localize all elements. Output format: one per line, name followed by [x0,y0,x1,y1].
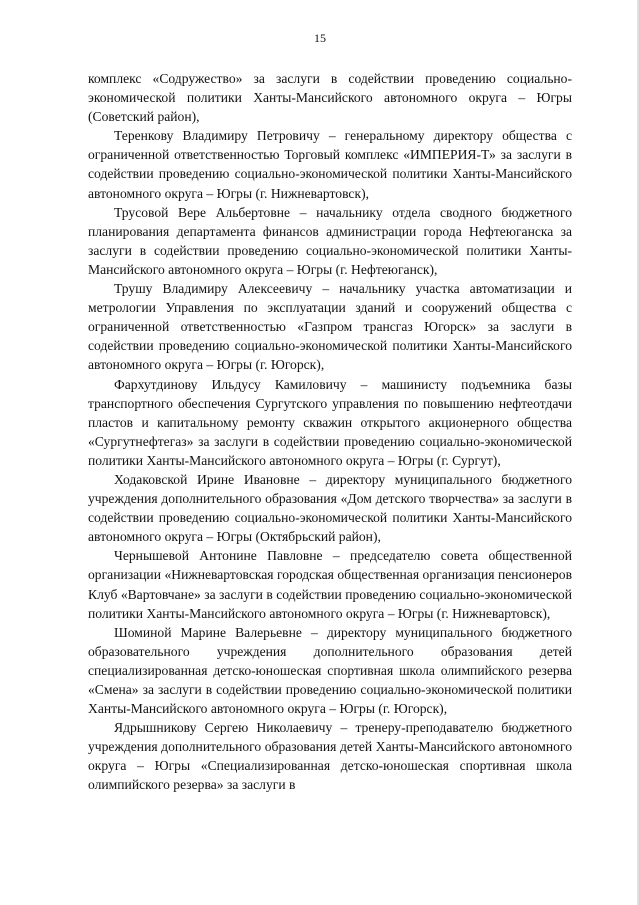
paragraph-chernysheva: Чернышевой Антонине Павловне – председателю совета общественной организации «Нижневартовская городская общественная организация пенсионеров Клуб «Вартовчане» за заслуги в содействии проведению социально-экономической политики Ханты-Мансийского автономного округа – Югры (г. Нижневартовск), [88,548,572,621]
paragraph-sodruzhestvo-continuation: комплекс «Содружество» за заслуги в содействии проведению социально-экономической политики Ханты-Мансийского автономного округа – Югры (Советский район), [88,71,572,125]
paragraph-trusova: Трусовой Вере Альбертовне – начальнику отдела сводного бюджетного планирования департамента финансов администрации города Нефтеюганска за заслуги в содействии проведению социально-экономической политики Ханты-Мансийского автономного округа – Югры (г. Нефтеюганск), [88,204,572,277]
paragraph-yadryshnikov: Ядрышникову Сергею Николаевичу – тренеру-преподавателю бюджетного учреждения дополнительного образования детей Ханты-Мансийского автономного округа – Югры «Специализированная детско-юношеская спортивная школа олимпийского резерва» за заслуги в [88,720,572,793]
document-body [88,69,572,795]
paragraph-shomina: Шоминой Марине Валерьевне – директору муниципального бюджетного образовательного учреждения дополнительного образования детей специализированная детско-юношеская спортивная школа олимпийского резерва «Смена» за заслуги в содействии проведению социально-экономической политики Ханты-Мансийского автономного округа – Югры (г. Югорск), [88,624,572,717]
paragraph-khodakovskaya: Ходаковской Ирине Ивановне – директору муниципального бюджетного учреждения дополнительного образования «Дом детского творчества» за заслуги в содействии проведению социально-экономической политики Ханты-Мансийского автономного округа – Югры (Октябрьский район), [88,471,572,545]
paragraph-farkhutdinov: Фархутдинову Ильдусу Камиловичу – машинисту подъемника базы транспортного обеспечения Сургутского управления по повышению нефтеотдачи пластов и капитальному ремонту скважин открытого акционерного общества «Сургутнефтегаз» за заслуги в содействии проведению социально-экономической политики Ханты-Мансийского автономного округа – Югры (г. Сургут), [88,376,572,468]
paragraph-terenkov: Теренкову Владимиру Петровичу – генеральному директору общества с ограниченной ответственностью Торговый комплекс «ИМПЕРИЯ-Т» за заслуги в содействии проведению социально-экономической политики Ханты-Мансийского автономного округа – Югры (г. Нижневартовск), [88,128,572,201]
page-number: 15 [314,31,326,45]
paragraph-trush: Трушу Владимиру Алексеевичу – начальнику участка автоматизации и метрологии Управления по эксплуатации зданий и сооружений общества с ограниченной ответственностью «Газпром трансгаз Югорск» за заслуги в содействии проведению социально-экономической политики Ханты-Мансийского автономного округа – Югры (г. Югорск), [88,281,572,373]
